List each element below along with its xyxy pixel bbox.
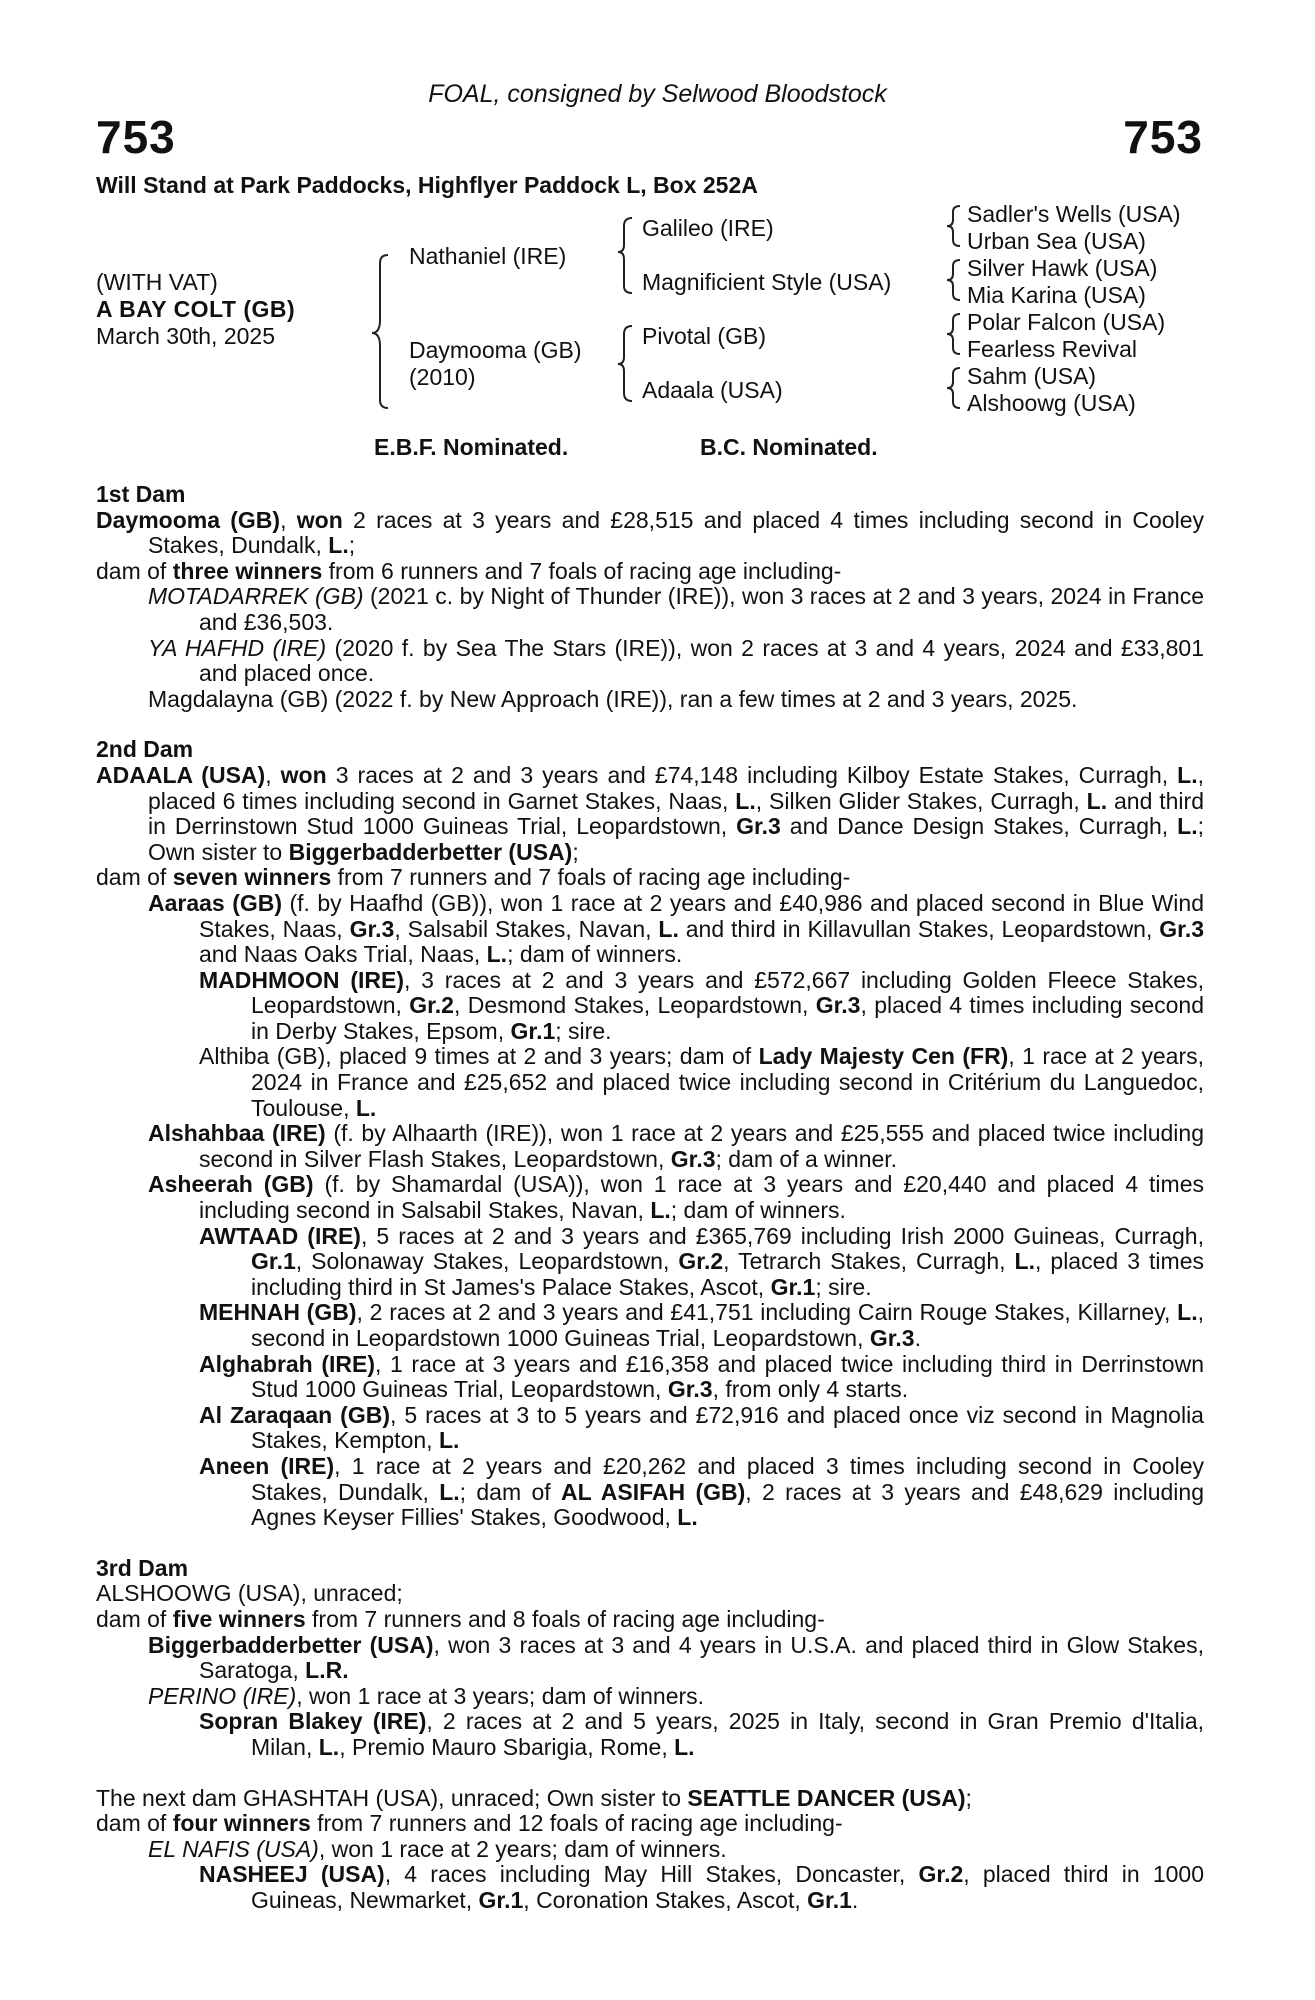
brace-dam bbox=[618, 326, 632, 401]
produce-entry: PERINO (IRE), won 1 race at 3 years; dam of winners. bbox=[148, 1682, 705, 1709]
produce-entry: Sopran Blakey (IRE), 2 races at 2 and 5 years, 2025 in Italy, second in Gran Premio d'Italia, Milan, L., Premio Mauro Sbarigia, Rome, L. bbox=[199, 1708, 1205, 1760]
produce-entry: Biggerbadderbetter (USA), won 3 races at 3 and 4 years in U.S.A. and placed third in Glow Stakes, Saratoga, L.R. bbox=[148, 1631, 1204, 1684]
produce-entry: YA HAFHD (IRE) (2020 f. by Sea The Stars (IRE)), won 2 races at 3 and 4 years, 2024 and £33,801 and placed once. bbox=[148, 634, 1204, 687]
lot-number-right: 753 bbox=[1123, 111, 1203, 163]
pedigree-sire-sire: Galileo (IRE) bbox=[642, 215, 774, 241]
second-dam-produce-summary: dam of seven winners from 7 runners and 7 foals of racing age including- bbox=[96, 864, 851, 891]
produce-entry: MADHMOON (IRE), 3 races at 2 and 3 years and £572,667 including Golden Fleece Stakes, Leopardstown, Gr.2, Desmond Stakes, Leopardstown, Gr.3, placed 4 times including second in Derby Stakes, Epsom, Gr.1; sire. bbox=[199, 966, 1204, 1044]
pedigree-g3-5: Polar Falcon (USA) bbox=[967, 309, 1166, 335]
pedigree-sire-dam: Magnificient Style (USA) bbox=[642, 269, 892, 295]
brace-g3-2 bbox=[947, 260, 960, 300]
produce-entry: Alghabrah (IRE), 1 race at 3 years and £16,358 and placed twice including third in Derrinstown Stud 1000 Guineas Trial, Leopardstown, Gr.3, from only 4 starts. bbox=[199, 1350, 1204, 1403]
pedigree-dam-dam: Adaala (USA) bbox=[642, 377, 783, 403]
produce-entry: Al Zaraqaan (GB), 5 races at 3 to 5 years and £72,916 and placed once viz second in Magnolia Stakes, Kempton, L. bbox=[199, 1401, 1204, 1454]
brace-g3-4 bbox=[947, 368, 960, 408]
pedigree-g3-6: Fearless Revival bbox=[967, 336, 1137, 362]
first-dam-record: Daymooma (GB), won 2 races at 3 years and £28,515 and placed 4 times including second in Cooley Stakes, Dundalk, L.; bbox=[96, 506, 1204, 559]
first-dam-produce-summary: dam of three winners from 6 runners and 7 foals of racing age including- bbox=[96, 557, 842, 584]
horse-name: A BAY COLT (GB) bbox=[96, 296, 296, 322]
vat-note: (WITH VAT) bbox=[96, 269, 218, 295]
pedigree-dam: Daymooma (GB) bbox=[409, 337, 582, 363]
brace-g3-3 bbox=[947, 314, 960, 354]
second-dam-record: ADAALA (USA), won 3 races at 2 and 3 years and £74,148 including Kilboy Estate Stakes, Curragh, L., placed 6 times including second in Garnet Stakes, Naas, L., Silken Glider Stakes, Curragh, L. and third in Derrinstown Stud 1000 Guineas Trial, Leopardstown, Gr.3 and Dance Design Stakes, Curragh, L.; Own sister to Biggerbadderbetter (USA); bbox=[96, 761, 1205, 865]
pedigree-dam-sire: Pivotal (GB) bbox=[642, 323, 766, 349]
stable-location: Will Stand at Park Paddocks, Highflyer Paddock L, Box 252A bbox=[96, 172, 758, 198]
pedigree-g3-1: Sadler's Wells (USA) bbox=[967, 201, 1181, 227]
produce-entry: Althiba (GB), placed 9 times at 2 and 3 years; dam of Lady Majesty Cen (FR), 1 race at 2 years, 2024 in France and £25,652 and placed twice including second in Critérium du Languedoc, Toulouse, L. bbox=[199, 1043, 1204, 1121]
next-dam-record: The next dam GHASHTAH (USA), unraced; Own sister to SEATTLE DANCER (USA); bbox=[96, 1784, 972, 1811]
brace-g3-1 bbox=[947, 206, 960, 246]
pedigree-sire: Nathaniel (IRE) bbox=[409, 243, 567, 269]
brace-gen1 bbox=[372, 255, 388, 408]
third-dam-record: ALSHOOWG (USA), unraced; bbox=[96, 1580, 403, 1607]
pedigree-g3-2: Urban Sea (USA) bbox=[967, 228, 1146, 254]
brace-sire bbox=[618, 218, 632, 293]
produce-entry: MOTADARREK (GB) (2021 c. by Night of Thunder (IRE)), won 3 races at 2 and 3 years, 2024 in France and £36,503. bbox=[148, 583, 1204, 635]
produce-entry: EL NAFIS (USA), won 1 race at 2 years; dam of winners. bbox=[148, 1835, 727, 1862]
pedigree-g3-3: Silver Hawk (USA) bbox=[967, 255, 1158, 281]
third-dam-produce-summary: dam of five winners from 7 runners and 8 foals of racing age including- bbox=[96, 1605, 825, 1632]
lot-number-left: 753 bbox=[96, 111, 176, 163]
produce-entry: Aaraas (GB) (f. by Haafhd (GB)), won 1 race at 2 years and £40,986 and placed second in Blue Wind Stakes, Naas, Gr.3, Salsabil Stakes, Navan, L. and third in Killavullan Stakes, Leopardstown, Gr.3 and Naas Oaks Trial, Naas, L.; dam of winners. bbox=[148, 889, 1205, 968]
catalogue-heading: FOAL, consigned by Selwood Bloodstock bbox=[428, 80, 887, 108]
produce-entry: NASHEEJ (USA), 4 races including May Hill Stakes, Doncaster, Gr.2, placed third in 1000 Guineas, Newmarket, Gr.1, Coronation Stakes, Ascot, Gr.1. bbox=[199, 1861, 1204, 1913]
foaling-date: March 30th, 2025 bbox=[96, 323, 276, 349]
section-heading-2nd-dam: 2nd Dam bbox=[96, 736, 194, 763]
catalogue-body bbox=[96, 482, 1204, 1913]
ebf-nomination: E.B.F. Nominated. bbox=[374, 434, 569, 460]
produce-entry: Alshahbaa (IRE) (f. by Alhaarth (IRE)), won 1 race at 2 years and £25,555 and placed twice including second in Silver Flash Stakes, Leopardstown, Gr.3; dam of a winner. bbox=[148, 1120, 1204, 1172]
bc-nomination: B.C. Nominated. bbox=[700, 434, 878, 460]
produce-entry: Asheerah (GB) (f. by Shamardal (USA)), won 1 race at 3 years and £20,440 and placed 4 times including second in Salsabil Stakes, Navan, L.; dam of winners. bbox=[148, 1171, 1204, 1224]
produce-entry: AWTAAD (IRE), 5 races at 2 and 3 years and £365,769 including Irish 2000 Guineas, Curragh, Gr.1, Solonaway Stakes, Leopardstown, Gr.2, Tetrarch Stakes, Curragh, L., placed 3 times including third in St James's Palace Stakes, Ascot, Gr.1; sire. bbox=[199, 1222, 1204, 1300]
produce-entry: MEHNAH (GB), 2 races at 2 and 3 years and £41,751 including Cairn Rouge Stakes, Killarney, L., second in Leopardstown 1000 Guineas Trial, Leopardstown, Gr.3. bbox=[199, 1299, 1204, 1351]
pedigree-g3-4: Mia Karina (USA) bbox=[967, 282, 1146, 308]
pedigree-dam-year: (2010) bbox=[409, 364, 476, 390]
next-dam-produce-summary: dam of four winners from 7 runners and 12 foals of racing age including- bbox=[96, 1810, 843, 1837]
pedigree-g3-8: Alshoowg (USA) bbox=[967, 390, 1136, 416]
section-heading-1st-dam: 1st Dam bbox=[96, 481, 186, 507]
produce-entry: Magdalayna (GB) (2022 f. by New Approach (IRE)), ran a few times at 2 and 3 years, 2025. bbox=[148, 685, 1078, 712]
section-heading-3rd-dam: 3rd Dam bbox=[96, 1554, 189, 1581]
produce-entry: Aneen (IRE), 1 race at 2 years and £20,262 and placed 3 times including second in Cooley Stakes, Dundalk, L.; dam of AL ASIFAH (GB), 2 races at 3 years and £48,629 including Agnes Keyser Fillies' Stakes, Goodwood, L. bbox=[199, 1452, 1205, 1531]
pedigree-g3-7: Sahm (USA) bbox=[967, 363, 1097, 389]
